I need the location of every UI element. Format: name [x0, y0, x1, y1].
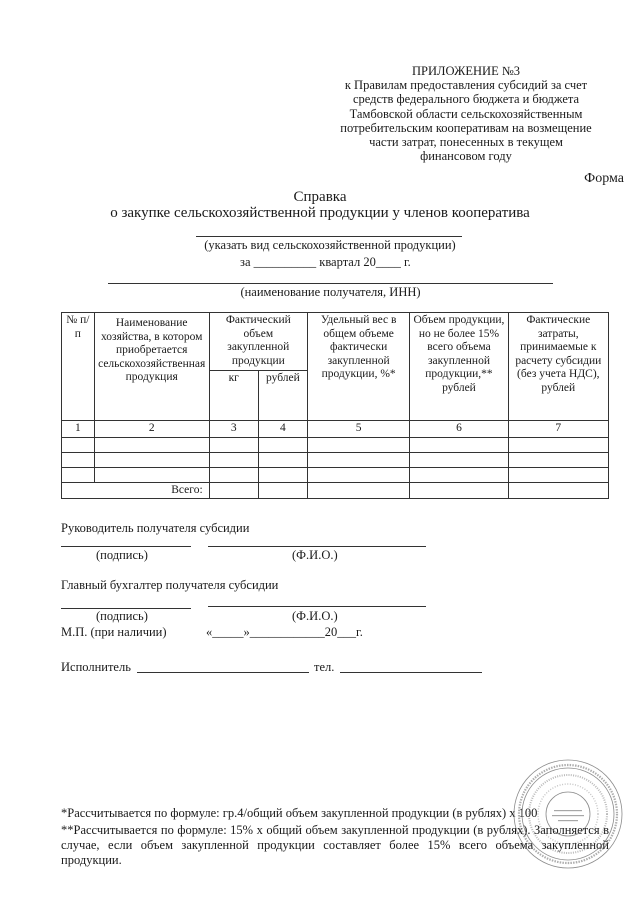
total-cell[interactable] — [508, 482, 608, 499]
footnote-2: **Рассчитывается по формуле: 15% х общий объем закупленной продукции (в рублях). Заполняется в случае, если объем закупленной продукции составляет более 15% всего объема закупленной продукции. — [61, 823, 609, 867]
quarter-blank[interactable]: __________ — [253, 255, 317, 269]
document-title: Справка — [293, 189, 347, 205]
table-cell[interactable] — [307, 467, 409, 482]
col-number: 4 — [258, 421, 307, 438]
accountant-label: Главный бухгалтер получателя субсидии — [61, 578, 279, 592]
quarter-line — [240, 255, 411, 270]
manager-sign-line[interactable] — [61, 546, 191, 547]
total-cell[interactable] — [209, 482, 258, 499]
appendix-line: ПРИЛОЖЕНИЕ №3 — [411, 64, 521, 78]
col-number: 3 — [209, 421, 258, 438]
total-label: Всего: — [62, 482, 210, 499]
total-cell[interactable] — [307, 482, 409, 499]
manager-sign-hint: (подпись) — [96, 548, 148, 562]
accountant-name-hint: (Ф.И.О.) — [292, 609, 338, 623]
appendix-line: части затрат, понесенных в текущем — [369, 135, 563, 150]
appendix-header — [330, 64, 602, 163]
total-cell[interactable] — [410, 482, 508, 499]
table-cell[interactable] — [62, 437, 95, 452]
appendix-line: финансовом году — [420, 149, 512, 164]
quarter-suffix: г. — [403, 255, 411, 269]
purchase-table — [61, 312, 609, 499]
table-row — [62, 437, 609, 452]
col-number: 5 — [307, 421, 409, 438]
form-label: Форма — [584, 171, 624, 186]
table-cell[interactable] — [94, 452, 209, 467]
seal-label: М.П. (при наличии) — [61, 625, 167, 639]
table-cell[interactable] — [209, 452, 258, 467]
table-cell[interactable] — [258, 452, 307, 467]
table-row — [62, 452, 609, 467]
table-cell[interactable] — [209, 467, 258, 482]
product-type-hint: (указать вид сельскохозяйственной продукции) — [204, 238, 456, 252]
document-subtitle: о закупке сельскохозяйственной продукции у членов кооператива — [110, 205, 530, 221]
date-field[interactable]: «_____»____________20___г. — [206, 625, 363, 639]
table-cell[interactable] — [94, 467, 209, 482]
quarter-label: квартал 20 — [319, 255, 376, 269]
recipient-hint: (наименование получателя, ИНН) — [240, 285, 421, 299]
table-cell[interactable] — [508, 467, 608, 482]
table-cell[interactable] — [307, 437, 409, 452]
header-limit: Объем продукции, но не более 15% всего объема закупленной продукции,** рублей — [410, 313, 508, 421]
col-number: 7 — [508, 421, 608, 438]
accountant-name-line[interactable] — [208, 606, 426, 607]
table-cell[interactable] — [94, 437, 209, 452]
phone-label: тел. — [314, 660, 335, 674]
manager-name-line[interactable] — [208, 546, 426, 547]
year-blank[interactable]: ____ — [375, 255, 401, 269]
official-stamp-icon — [512, 758, 624, 870]
footnote-1: *Рассчитывается по формуле: гр.4/общий объем закупленной продукции (в рублях) х 100 — [61, 806, 538, 820]
table-cell[interactable] — [258, 437, 307, 452]
col-number: 2 — [94, 421, 209, 438]
header-kg: кг — [209, 371, 258, 421]
table-cell[interactable] — [307, 452, 409, 467]
col-number: 6 — [410, 421, 508, 438]
recipient-line[interactable] — [108, 283, 553, 284]
appendix-line: Тамбовской области сельскохозяйственным — [349, 106, 583, 121]
accountant-sign-hint: (подпись) — [96, 609, 148, 623]
header-share: Удельный вес в общем объеме фактически закупленной продукции, %* — [307, 313, 409, 421]
manager-name-hint: (Ф.И.О.) — [292, 548, 338, 562]
appendix-line: к Правилам предоставления субсидий за счет — [344, 78, 588, 93]
header-rub: рублей — [258, 371, 307, 421]
quarter-prefix: за — [240, 255, 251, 269]
table-cell[interactable] — [508, 437, 608, 452]
total-row — [62, 482, 609, 499]
manager-label: Руководитель получателя субсидии — [61, 521, 250, 535]
table-cell[interactable] — [258, 467, 307, 482]
table-cell[interactable] — [508, 452, 608, 467]
table-cell[interactable] — [62, 467, 95, 482]
phone-line[interactable] — [340, 672, 482, 673]
appendix-line: потребительским кооперативам на возмещение — [340, 120, 592, 135]
executor-label: Исполнитель — [61, 660, 131, 674]
header-farm: Наименование хозяйства, в котором приобретается сельскохозяйственная продукция — [94, 313, 209, 421]
total-cell[interactable] — [258, 482, 307, 499]
header-volume: Фактический объем закупленной продукции — [209, 313, 307, 371]
header-num: № п/п — [62, 313, 95, 421]
appendix-line: средств федерального бюджета и бюджета — [352, 92, 580, 107]
col-number: 1 — [62, 421, 95, 438]
header-costs: Фактические затраты, принимаемые к расчету субсидии (без учета НДС), рублей — [508, 313, 608, 421]
table-cell[interactable] — [62, 452, 95, 467]
product-type-line[interactable] — [196, 236, 462, 237]
table-cell[interactable] — [410, 467, 508, 482]
table-cell[interactable] — [410, 437, 508, 452]
table-row — [62, 467, 609, 482]
table-cell[interactable] — [209, 437, 258, 452]
table-cell[interactable] — [410, 452, 508, 467]
executor-line[interactable] — [137, 672, 309, 673]
